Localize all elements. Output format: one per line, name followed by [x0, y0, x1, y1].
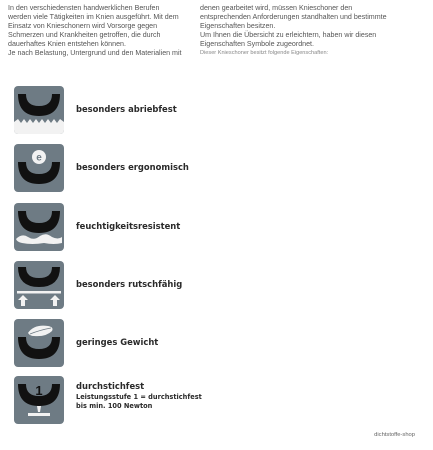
- intro-right-paragraph-2: Um Ihnen die Übersicht zu erleichtern, haben wir diesen Eigenschaften Symbole zugeordnet.: [200, 31, 377, 49]
- feature-label: besonders rutschfähig: [76, 279, 183, 289]
- feature-label: besonders ergonomisch: [76, 162, 189, 172]
- feature-light-weight: [14, 319, 414, 367]
- intro-right-column: [200, 4, 400, 59]
- feature-puncture-resistant: [14, 376, 414, 424]
- ergonomic-icon: [14, 144, 64, 192]
- slip-resistant-icon: [14, 261, 64, 309]
- intro-left-paragraph: In den verschiedensten handwerklichen Berufen werden viele Tätigkeiten im Knien ausgeführt. Mit dem Einsatz von Knieschonern wird Vorsorge gegen Schmerzen und Krankheiten getroffen, die durch dauerhaftes Knien entstehen können.: [8, 4, 179, 49]
- feature-label: besonders abriebfest: [76, 104, 177, 114]
- abrasion-resistant-icon: [14, 86, 64, 134]
- feature-slip-resistant: [14, 261, 414, 309]
- intro-left-continuation: Je nach Belastung, Untergrund und den Materialien mit: [8, 49, 182, 58]
- intro-right-paragraph: denen gearbeitet wird, müssen Knieschoner den entsprechenden Anforderungen standhalten und bestimmte Eigenschaften besitzen.: [200, 4, 387, 31]
- svg-text:e: e: [36, 152, 42, 164]
- feature-label: feuchtigkeitsresistent: [76, 221, 181, 231]
- feature-abrasion-resistant: [14, 86, 414, 134]
- intro-left-column: [8, 4, 184, 59]
- feature-ergonomic: [14, 144, 414, 192]
- feature-moisture-resistant: [14, 203, 414, 251]
- icon-numeral: 1: [35, 383, 43, 398]
- credit-text: dichtstoffe-shop: [374, 432, 415, 438]
- feature-sub-1: Leistungsstufe 1 = durchstichfest: [76, 393, 202, 401]
- feature-label: durchstichfest: [76, 381, 145, 391]
- light-weight-icon: [14, 319, 64, 367]
- intro-text: [8, 4, 423, 59]
- intro-note: Dieser Knieschoner besitzt folgende Eigenschaften:: [200, 50, 329, 57]
- moisture-resistant-icon: [14, 203, 64, 251]
- puncture-resistant-icon: [14, 376, 64, 424]
- feature-label: geringes Gewicht: [76, 337, 159, 347]
- feature-sub-2: bis min. 100 Newton: [76, 402, 153, 410]
